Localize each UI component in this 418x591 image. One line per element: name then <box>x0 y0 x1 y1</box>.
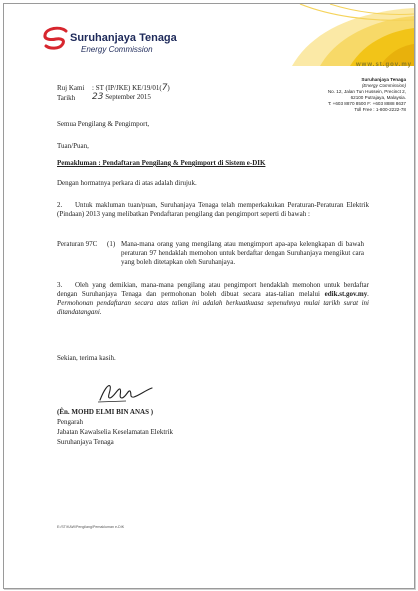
website-text: www.st.gov.my <box>356 62 413 68</box>
paragraph-3-number: 3. <box>57 281 63 289</box>
ref-handwritten: 7 <box>161 83 168 93</box>
signatory-position: Pengarah <box>57 418 84 426</box>
address-line: No. 12, Jalan Tun Hussein, Precinct 2, <box>327 89 406 94</box>
regulation-text: Mana-mana orang yang mengilang atau mengimport apa-apa kelengkapan di bawah peraturan 97 hendaklah memohon untuk berdaftar dengan Suruhanjaya mengikut cara yang boleh ditetapkan oleh Suruhanjaya. <box>121 240 364 266</box>
signatory-name: (Ên. MOHD ELMI BIN ANAS ) <box>57 408 154 416</box>
regulation-item-number: (1) <box>107 240 116 248</box>
footer-file-path: E:/ST/KAW/Pengilang/Pemakluman e-DIK <box>57 525 125 529</box>
paragraph-3 <box>57 281 369 317</box>
address-block <box>286 77 406 113</box>
address-line: T: +603 8870 8500 F: +603 8888 8637 <box>327 101 406 106</box>
salutation: Tuan/Puan, <box>57 142 89 150</box>
address-line: Toll Free : 1-800-2222-78 <box>354 107 406 112</box>
regulation-label: Peraturan 97C <box>57 240 98 248</box>
signatory-organisation: Suruhanjaya Tenaga <box>57 438 114 446</box>
letter-page <box>3 3 415 589</box>
logo-mark <box>42 26 70 50</box>
paragraph-3-text-cont: . Permohonan pendaftaran secara atas talian ini adalah berkuatkuasa sepenuhnya mulai tarikh surat ini ditandatangani. <box>57 290 369 316</box>
ref-close: ) <box>167 84 170 92</box>
header-decoration <box>280 4 414 66</box>
date-rest: September 2015 <box>105 93 151 101</box>
signature <box>96 380 156 406</box>
paragraph-2: Untuk makluman tuan/puan, Suruhanjaya Tenaga telah memperkakukan Peraturan-Peraturan Elektrik (Pindaan) 2013 yang melibatkan Pendaftaran pengilang dan pengimport seperti di bawah : <box>57 201 369 218</box>
date-value <box>92 93 151 102</box>
brand-name: Suruhanjaya Tenaga <box>70 32 177 44</box>
address-line: (Energy Commission) <box>361 83 406 88</box>
ref-value <box>92 84 170 93</box>
paragraph-3-text: Oleh yang demikian, mana-mana pengilang atau pengimport hendaklah memohon untuk berdaftar dengan Suruhanjaya Tenaga dan permohonan boleh dibuat secara atas-talian melalui <box>57 281 369 298</box>
paragraph-2-number: 2. <box>57 201 63 209</box>
address-line: 62100 Putrajaya, Malaysia. <box>350 95 406 100</box>
address-line: Suruhanjaya Tenaga <box>361 77 406 82</box>
edik-link: edik.st.gov.my <box>324 290 368 298</box>
brand-subtitle: Energy Commission <box>81 45 153 54</box>
ref-label: Ruj Kami <box>57 84 85 92</box>
date-label: Tarikh <box>57 94 76 102</box>
ref-number: : ST (IP/JKE) KE/19/01( <box>92 84 162 92</box>
signatory-department: Jabatan Kawalselia Keselamatan Elektrik <box>57 428 174 436</box>
recipient: Semua Pengilang & Pengimport, <box>57 120 150 128</box>
subject-line: Pemakluman : Pendaftaran Pengilang & Pengimport di Sistem e-DIK <box>57 159 266 167</box>
intro-text: Dengan hormatnya perkara di atas adalah dirujuk. <box>57 179 197 187</box>
closing: Sekian, terima kasih. <box>57 354 116 362</box>
date-day-handwritten: 23 <box>92 92 104 102</box>
